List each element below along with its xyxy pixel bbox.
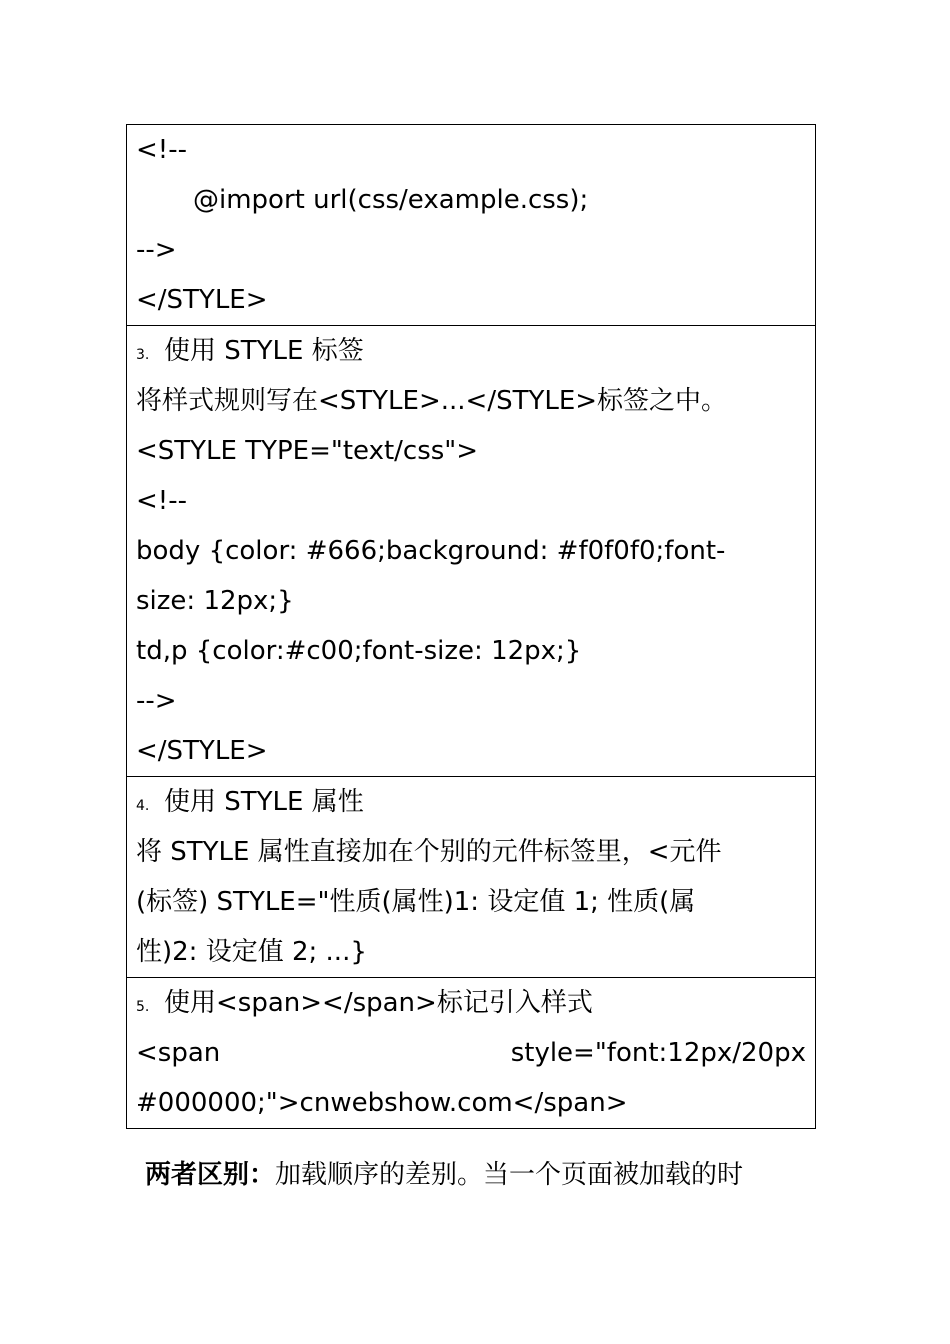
section-title: 使用 STYLE 属性 — [164, 787, 364, 817]
section-number: 5. — [136, 999, 150, 1015]
description-line: 性)2: 设定值 2; ...} — [136, 937, 367, 967]
code-line: <span style="font:12px/20px — [136, 1038, 806, 1068]
section-title: 使用 STYLE 标签 — [164, 336, 364, 366]
cell-style-tag — [127, 325, 815, 776]
code-line: #000000;">cnwebshow.com</span> — [136, 1088, 628, 1118]
code-line: td,p {color:#c00;font-size: 12px;} — [136, 636, 582, 666]
paragraph-label: 两者区别： — [145, 1160, 276, 1190]
code-line: @import url(css/example.css); — [193, 185, 589, 215]
code-line: </STYLE> — [136, 285, 268, 315]
description-line: (标签) STYLE="性质(属性)1: 设定值 1; 性质(属 — [136, 887, 696, 917]
code-line: body {color: #666;background: #f0f0f0;font- — [136, 536, 726, 566]
section-number: 3. — [136, 347, 150, 363]
section-title: 使用<span></span>标记引入样式 — [164, 988, 593, 1018]
code-line: </STYLE> — [136, 736, 268, 766]
difference-paragraph — [145, 1150, 815, 1200]
description-line: 将样式规则写在<STYLE>...</STYLE>标签之中。 — [136, 386, 728, 416]
code-line: size: 12px;} — [136, 586, 294, 616]
section-heading — [136, 978, 806, 1028]
code-table — [126, 124, 816, 1129]
paragraph-text: 加载顺序的差别。当一个页面被加载的时 — [275, 1160, 744, 1190]
code-line: <STYLE TYPE="text/css"> — [136, 436, 479, 466]
section-number: 4. — [136, 798, 150, 814]
cell-import-example — [127, 125, 815, 325]
section-heading — [136, 326, 806, 376]
code-line: --> — [136, 686, 177, 716]
cell-style-attribute — [127, 776, 815, 977]
code-line: <!-- — [136, 486, 187, 516]
code-line: <!-- — [136, 135, 187, 165]
code-line: --> — [136, 235, 177, 265]
description-line: 将 STYLE 属性直接加在个别的元件标签里，<元件 — [136, 837, 722, 867]
section-heading — [136, 777, 806, 827]
cell-span-tag — [127, 977, 815, 1128]
